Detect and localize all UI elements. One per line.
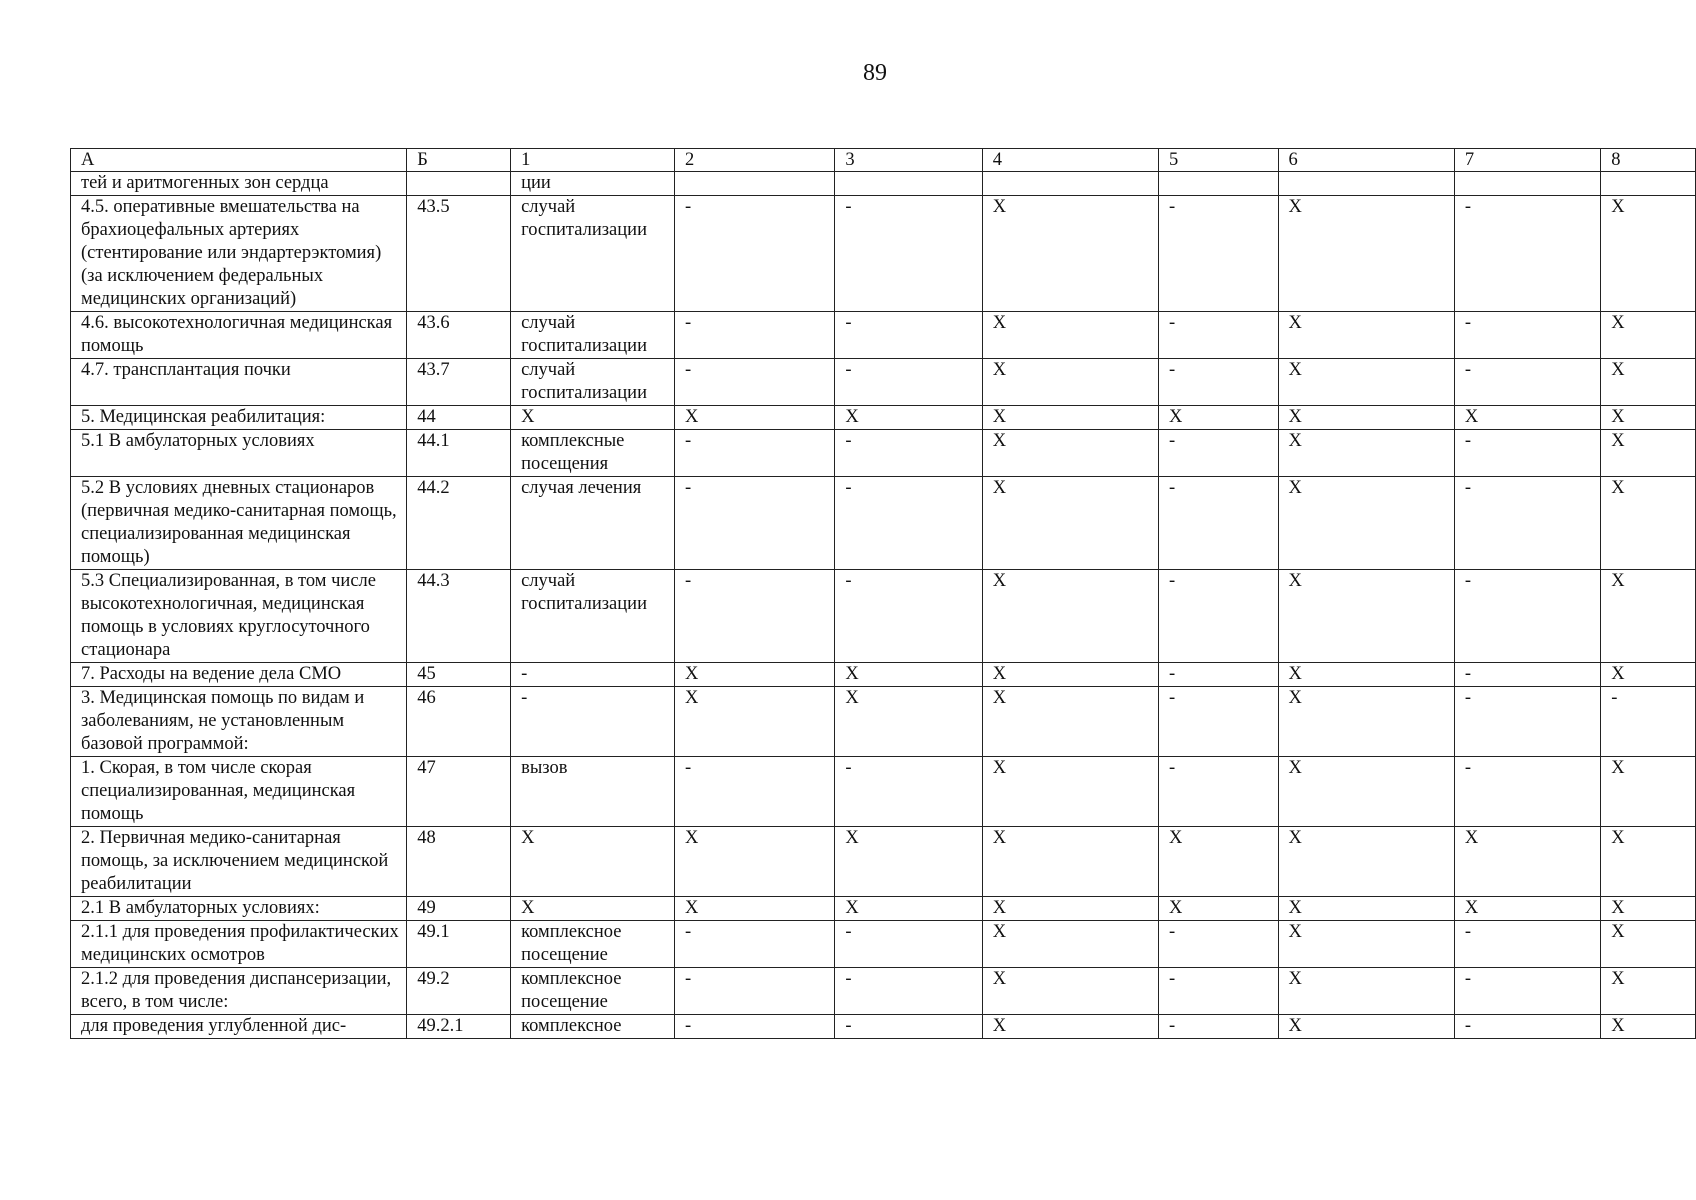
table-cell: X — [982, 897, 1158, 921]
table-cell: случай госпитализации — [511, 570, 675, 663]
table-cell: комплексное посещение — [511, 968, 675, 1015]
data-table — [70, 148, 1696, 1039]
table-cell: X — [982, 663, 1158, 687]
table-cell: X — [1278, 477, 1454, 570]
table-cell: - — [1159, 477, 1279, 570]
table-cell: - — [1454, 312, 1600, 359]
table-cell: X — [1601, 477, 1696, 570]
table-row — [71, 430, 1696, 477]
row-label-cell: 2. Первичная медико-санитарная помощь, за исключением медицинской реабилитации — [71, 827, 407, 897]
table-row — [71, 757, 1696, 827]
table-cell: X — [1278, 430, 1454, 477]
table-cell: X — [1601, 312, 1696, 359]
column-header: 5 — [1159, 149, 1279, 172]
table-cell: X — [982, 196, 1158, 312]
table-cell: - — [674, 312, 834, 359]
table-cell: - — [1454, 757, 1600, 827]
table-row — [71, 312, 1696, 359]
table-cell: X — [674, 897, 834, 921]
table-cell: - — [1454, 1015, 1600, 1039]
table-cell: X — [982, 312, 1158, 359]
table-row — [71, 570, 1696, 663]
table-row — [71, 827, 1696, 897]
table-cell: - — [1454, 921, 1600, 968]
table-cell: комплексные посещения — [511, 430, 675, 477]
table-cell: X — [511, 827, 675, 897]
row-label-cell: 4.7. трансплантация почки — [71, 359, 407, 406]
table-row — [71, 172, 1696, 196]
table-cell: X — [1601, 897, 1696, 921]
table-cell — [674, 172, 834, 196]
table-cell: X — [1278, 968, 1454, 1015]
row-label-cell: 2.1 В амбулаторных условиях: — [71, 897, 407, 921]
table-cell: X — [674, 827, 834, 897]
row-label-cell: 4.6. высокотехнологичная медицинская помощь — [71, 312, 407, 359]
column-header: 3 — [835, 149, 982, 172]
table-cell: случай госпитализации — [511, 196, 675, 312]
table-cell: X — [982, 1015, 1158, 1039]
table-row — [71, 921, 1696, 968]
table-cell — [835, 172, 982, 196]
table-cell: X — [835, 897, 982, 921]
table-cell: - — [835, 312, 982, 359]
table-row — [71, 196, 1696, 312]
column-header: 2 — [674, 149, 834, 172]
table-cell: - — [511, 687, 675, 757]
table-cell: X — [1454, 406, 1600, 430]
table-cell — [982, 172, 1158, 196]
table-cell: X — [982, 757, 1158, 827]
table-cell: X — [1159, 897, 1279, 921]
page-number: 89 — [863, 60, 887, 86]
table-cell: X — [1601, 406, 1696, 430]
table-cell: X — [1159, 406, 1279, 430]
table-cell: X — [1454, 827, 1600, 897]
row-code-cell: 49.1 — [407, 921, 511, 968]
table-cell: - — [835, 921, 982, 968]
table-cell: X — [1278, 406, 1454, 430]
table-cell: - — [674, 1015, 834, 1039]
table-cell: - — [1454, 663, 1600, 687]
row-code-cell: 45 — [407, 663, 511, 687]
table-row — [71, 406, 1696, 430]
column-header: 6 — [1278, 149, 1454, 172]
table-cell: X — [1601, 663, 1696, 687]
table-cell: X — [982, 827, 1158, 897]
table-cell: - — [1454, 968, 1600, 1015]
table-cell: - — [1159, 570, 1279, 663]
table-cell: X — [511, 406, 675, 430]
table-cell: X — [1278, 196, 1454, 312]
row-code-cell: 43.5 — [407, 196, 511, 312]
table-cell: X — [511, 897, 675, 921]
row-label-cell: тей и аритмогенных зон сердца — [71, 172, 407, 196]
row-code-cell: 44.3 — [407, 570, 511, 663]
row-code-cell: 44 — [407, 406, 511, 430]
row-code-cell: 43.6 — [407, 312, 511, 359]
table-cell: X — [1601, 359, 1696, 406]
table-cell: - — [835, 196, 982, 312]
table-header-row — [71, 149, 1696, 172]
table-row — [71, 663, 1696, 687]
table-cell: X — [982, 430, 1158, 477]
table-cell: - — [1159, 359, 1279, 406]
table-cell: - — [1454, 687, 1600, 757]
table-cell: X — [982, 921, 1158, 968]
table-cell: X — [982, 359, 1158, 406]
row-label-cell: 5.1 В амбулаторных условиях — [71, 430, 407, 477]
table-cell: - — [835, 968, 982, 1015]
table-cell: - — [674, 921, 834, 968]
table-cell: - — [1159, 1015, 1279, 1039]
table-cell: X — [835, 663, 982, 687]
table-cell: X — [1278, 570, 1454, 663]
table-cell: - — [1601, 687, 1696, 757]
table-cell: - — [1159, 196, 1279, 312]
table-body — [71, 149, 1696, 1039]
table-cell: - — [674, 968, 834, 1015]
column-header: А — [71, 149, 407, 172]
table-cell: X — [1278, 921, 1454, 968]
table-cell: - — [1159, 430, 1279, 477]
table-cell: - — [674, 359, 834, 406]
table-cell: - — [511, 663, 675, 687]
table-cell: - — [835, 430, 982, 477]
table-cell: X — [982, 406, 1158, 430]
table-cell: - — [1454, 359, 1600, 406]
table-cell: X — [1601, 196, 1696, 312]
table-cell: - — [674, 477, 834, 570]
table-cell: X — [982, 570, 1158, 663]
row-label-cell: 5.3 Специализированная, в том числе высокотехнологичная, медицинская помощь в условиях круглосуточного стационара — [71, 570, 407, 663]
row-label-cell: 5.2 В условиях дневных стационаров (первичная медико-санитарная помощь, специализированная медицинская помощь) — [71, 477, 407, 570]
table-cell: X — [1601, 570, 1696, 663]
table-cell: - — [835, 757, 982, 827]
row-label-cell: 2.1.2 для проведения диспансеризации, всего, в том числе: — [71, 968, 407, 1015]
row-code-cell: 47 — [407, 757, 511, 827]
table-cell: X — [835, 687, 982, 757]
row-label-cell: 4.5. оперативные вмешательства на брахиоцефальных артериях (стентирование или эндартерэктомия) (за исключением федеральных медицинских организаций) — [71, 196, 407, 312]
table-cell: - — [674, 430, 834, 477]
column-header: 4 — [982, 149, 1158, 172]
table-cell — [1159, 172, 1279, 196]
table-cell: X — [982, 968, 1158, 1015]
row-label-cell: 1. Скорая, в том числе скорая специализированная, медицинская помощь — [71, 757, 407, 827]
table-cell: X — [674, 687, 834, 757]
row-code-cell: 48 — [407, 827, 511, 897]
row-label-cell: 7. Расходы на ведение дела СМО — [71, 663, 407, 687]
row-code-cell — [407, 172, 511, 196]
table-cell: - — [674, 196, 834, 312]
column-header: 1 — [511, 149, 675, 172]
table-cell: - — [1454, 196, 1600, 312]
row-code-cell: 44.2 — [407, 477, 511, 570]
table-cell: X — [1601, 757, 1696, 827]
table-cell: - — [835, 359, 982, 406]
table-cell: X — [1601, 827, 1696, 897]
table-cell: случай госпитализации — [511, 312, 675, 359]
table-cell: X — [1454, 897, 1600, 921]
table-cell: вызов — [511, 757, 675, 827]
table-cell: случай госпитализации — [511, 359, 675, 406]
table-cell: X — [835, 827, 982, 897]
column-header: 7 — [1454, 149, 1600, 172]
row-label-cell: 3. Медицинская помощь по видам и заболеваниям, не установленным базовой программой: — [71, 687, 407, 757]
table-cell: комплексное посещение — [511, 921, 675, 968]
table-cell: X — [1278, 359, 1454, 406]
table-cell: - — [1454, 477, 1600, 570]
row-code-cell: 43.7 — [407, 359, 511, 406]
row-code-cell: 49.2.1 — [407, 1015, 511, 1039]
table-cell: - — [1159, 312, 1279, 359]
table-cell: X — [1601, 1015, 1696, 1039]
row-label-cell: 2.1.1 для проведения профилактических медицинских осмотров — [71, 921, 407, 968]
table-cell: X — [1278, 1015, 1454, 1039]
table-cell: - — [835, 570, 982, 663]
table-cell: случая лечения — [511, 477, 675, 570]
table-cell: - — [835, 477, 982, 570]
table-cell: X — [982, 687, 1158, 757]
table-cell — [1601, 172, 1696, 196]
table-cell: - — [1159, 757, 1279, 827]
table-cell: X — [1601, 968, 1696, 1015]
table-cell: X — [1278, 663, 1454, 687]
row-code-cell: 44.1 — [407, 430, 511, 477]
table-cell: X — [1601, 430, 1696, 477]
table-cell — [1454, 172, 1600, 196]
table-cell: ции — [511, 172, 675, 196]
table-cell: X — [674, 406, 834, 430]
table-row — [71, 968, 1696, 1015]
table-cell: X — [1278, 687, 1454, 757]
column-header: Б — [407, 149, 511, 172]
row-code-cell: 49.2 — [407, 968, 511, 1015]
table-cell: X — [1278, 757, 1454, 827]
table-row — [71, 1015, 1696, 1039]
table-cell: - — [674, 570, 834, 663]
table-cell: - — [1159, 968, 1279, 1015]
table-cell: X — [674, 663, 834, 687]
column-header: 8 — [1601, 149, 1696, 172]
row-code-cell: 46 — [407, 687, 511, 757]
table-cell: X — [1278, 312, 1454, 359]
table-cell: - — [1454, 430, 1600, 477]
row-label-cell: для проведения углубленной дис- — [71, 1015, 407, 1039]
table-row — [71, 687, 1696, 757]
table-cell: - — [1159, 687, 1279, 757]
table-cell: X — [1601, 921, 1696, 968]
row-label-cell: 5. Медицинская реабилитация: — [71, 406, 407, 430]
row-code-cell: 49 — [407, 897, 511, 921]
table-row — [71, 477, 1696, 570]
table-row — [71, 897, 1696, 921]
table-cell: X — [982, 477, 1158, 570]
table-row — [71, 359, 1696, 406]
table-cell: X — [1278, 897, 1454, 921]
table-cell: - — [1159, 921, 1279, 968]
table-cell: - — [1159, 663, 1279, 687]
table-cell — [1278, 172, 1454, 196]
table-cell: - — [1454, 570, 1600, 663]
table-cell: X — [1159, 827, 1279, 897]
table-cell: X — [835, 406, 982, 430]
table-cell: X — [1278, 827, 1454, 897]
table-cell: - — [835, 1015, 982, 1039]
table-cell: комплексное — [511, 1015, 675, 1039]
table-cell: - — [674, 757, 834, 827]
